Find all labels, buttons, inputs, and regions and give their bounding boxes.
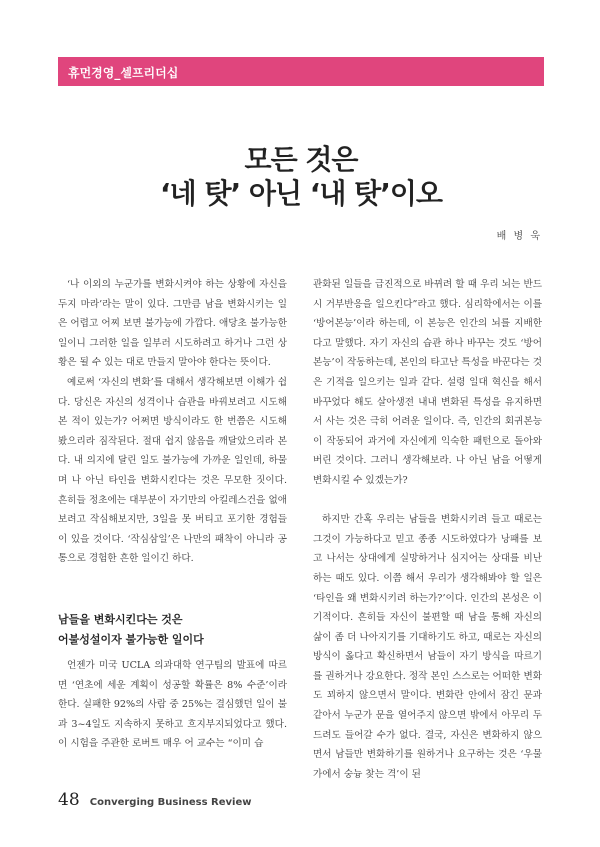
author-name: 배 병 욱 — [496, 231, 542, 242]
right-paragraph-1: 관화된 일들을 급진적으로 바뀌려 할 때 우리 뇌는 반드시 거부반응을 일으킨다”라고 했다. 심리학에서는 이를 ‘방어본능’이라 하는데, 이 본능은 인간의 뇌를 지배한다고 말했다. 자기 자신의 습관 하나 바꾸는 것도 ‘방어본능’이 작동하는데, 본인의 타고난 특성을 바꾼다는 것은 기적을 일으키는 일과 같다. 설령 일대 혁신을 해서 바꾸었다 해도 살아생전 내내 변화된 특성을 유지하면서 사는 것은 극히 어려운 일이다. 즉, 인간의 회귀본능이 작동되어 과거에 자신에게 익숙한 패턴으로 돌아와 버린 것이다. 그러니 생각해보라. 나 아닌 남을 어떻게 변화시킬 수 있겠는가? — [313, 279, 542, 486]
article-title-line1: 모든 것은 — [244, 143, 358, 176]
left-paragraph-2: 예로써 ‘자신의 변화’를 대해서 생각해보면 이해가 쉽다. 당신은 자신의 성격이나 습관을 바꿔보려고 시도해 본 적이 있는가? 어쩌면 방식이라도 한 번쯤은 시도해 봤으리라 짐작된다. 절대 쉽지 않음을 깨달았으리라 본다. 내 의지에 달린 일도 불가능에 가까운 일인데, 하물며 나 아닌 타인을 변화시킨다는 것은 무모한 짓이다. 흔히들 정초에는 대부분이 자기만의 아킬레스건을 없애 보려고 작심해보지만, 3일을 못 버티고 포기한 경험들이 있을 것이다. ‘작심삼일’은 나만의 패착이 아니라 공통으로 경험한 흔한 일이긴 하다. — [58, 376, 287, 565]
left-paragraph-3: 언젠가 미국 UCLA 의과대학 연구팀의 발표에 따르면 ‘연초에 세운 계획이 성공할 확률은 8% 수준’이라 한다. 실패한 92%의 사람 중 25%는 결심했던 일이 불과 3~4일도 지속하지 못하고 흐지부지되었다고 했다. 이 시험을 주관한 로버트 매우 어 교수는 “이미 습 — [58, 660, 287, 750]
page-number: 48 — [58, 790, 80, 810]
section-banner — [58, 57, 544, 86]
subheading-line2: 어불성설이자 불가능한 일이다 — [58, 633, 204, 646]
right-paragraph-2: 하지만 간혹 우리는 남들을 변화시키려 들고 때로는 그것이 가능하다고 믿고 종종 시도하였다가 낭패를 보고 나서는 상대에게 실망하거나 심지어는 상대를 비난하는 때도 있다. 이쯤 해서 우리가 생각해봐야 할 일은 ‘타인을 왜 변화시키려 하는가?’이다. 인간의 본성은 이기적이다. 흔히들 자신이 불편할 때 남을 통해 자신의 삶이 좀 더 나아지기를 기대하기도 하고, 때로는 자신의 방식이 옳다고 확신하면서 남들이 자기 방식을 따르기를 권하거나 강요한다. 정작 본인 스스로는 어떠한 변화도 꾀하지 않으면서 말이다. 변화란 안에서 잠긴 문과 같아서 누군가 문을 열어주지 않으면 밖에서 아무리 두드려도 들어갈 수가 없다. 결국, 자신은 변화하지 않으면서 남들만 변화하기를 원하거나 요구하는 것은 ‘우물가에서 숭늉 찾는 격’이 된 — [313, 514, 542, 780]
left-column-lower — [58, 656, 287, 754]
left-column — [58, 275, 287, 569]
right-column — [313, 275, 542, 784]
subheading — [58, 610, 204, 650]
section-label: 휴먼경영_셀프리더십 — [68, 66, 179, 80]
page-footer — [58, 790, 252, 810]
subheading-line1: 남들을 변화시킨다는 것은 — [58, 613, 183, 626]
left-paragraph-1: ‘나 이외의 누군가를 변화시켜야 하는 상황에 자신을 두지 마라’라는 말이 있다. 그만큼 남을 변화시키는 일은 어렵고 어찌 보면 불가능에 가깝다. 애당초 불가능한 일이니 그러한 일을 일부러 시도하려고 하거나 그런 상황은 될 수 있는 대로 만들지 말아야 한다는 뜻이다. — [58, 279, 287, 369]
paragraph-gap — [313, 491, 542, 511]
article-title-line2: ‘네 탓’ 아닌 ‘내 탓’이오 — [160, 177, 442, 210]
publication-name: Converging Business Review — [89, 797, 252, 808]
